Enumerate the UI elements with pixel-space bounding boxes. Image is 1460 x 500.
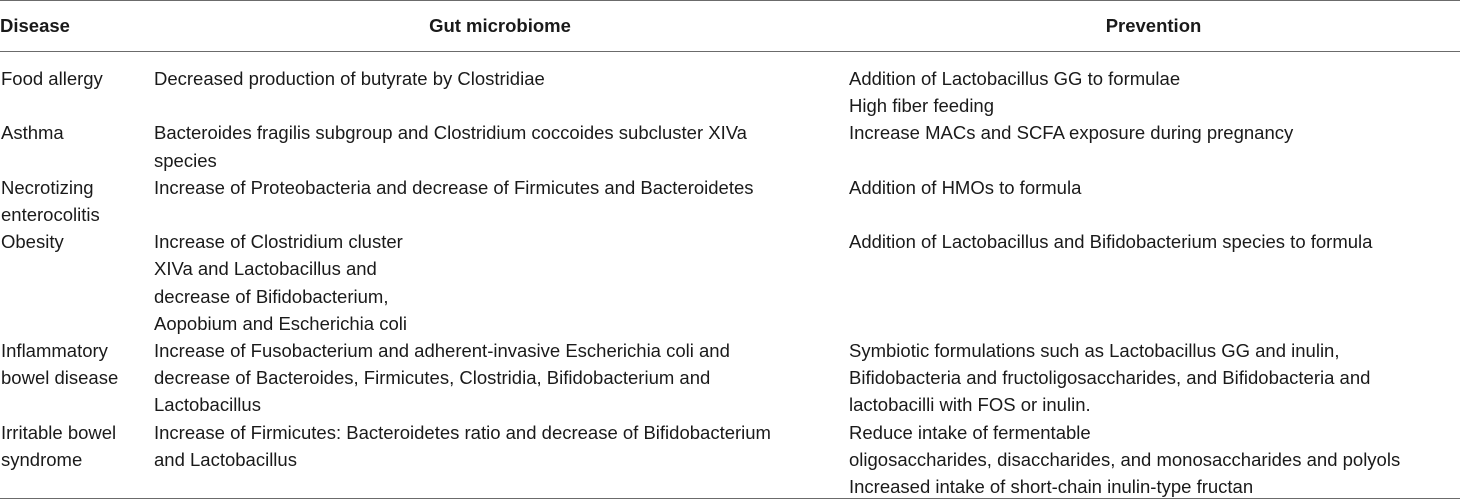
- disease-cell-line: Food allergy: [1, 65, 153, 92]
- microbiome-cell: [153, 119, 847, 173]
- disease-cell: [0, 174, 153, 228]
- table-row: [0, 174, 1460, 228]
- microbiome-cell: [153, 52, 847, 120]
- disease-cell-line: Necrotizing: [1, 174, 153, 201]
- microbiome-cell-line: Lactobacillus: [154, 391, 847, 418]
- microbiome-cell: [153, 228, 847, 337]
- disease-cell-line: enterocolitis: [1, 201, 153, 228]
- microbiome-cell-line: Increase of Clostridium cluster: [154, 228, 847, 255]
- prevention-cell: [847, 52, 1460, 120]
- table-row: [0, 419, 1460, 500]
- microbiome-cell: [153, 419, 847, 500]
- prevention-cell: [847, 228, 1460, 337]
- prevention-cell-line: lactobacilli with FOS or inulin.: [849, 391, 1460, 418]
- microbiome-cell-line: Increase of Proteobacteria and decrease of Firmicutes and Bacteroidetes: [154, 174, 847, 201]
- prevention-cell-line: Addition of Lactobacillus and Bifidobacterium species to formula: [849, 228, 1460, 255]
- prevention-cell: [847, 419, 1460, 500]
- microbiome-cell-line: Decreased production of butyrate by Clostridiae: [154, 65, 847, 92]
- disease-cell-line: Asthma: [1, 119, 153, 146]
- microbiome-cell-line: decrease of Bacteroides, Firmicutes, Clostridia, Bifidobacterium and: [154, 364, 847, 391]
- prevention-cell: [847, 119, 1460, 173]
- table-row: [0, 228, 1460, 337]
- prevention-cell-line: Reduce intake of fermentable: [849, 419, 1460, 446]
- microbiome-cell-line: Aopobium and Escherichia coli: [154, 310, 847, 337]
- prevention-cell-line: High fiber feeding: [849, 92, 1460, 119]
- prevention-cell-line: Bifidobacteria and fructoligosaccharides, and Bifidobacteria and: [849, 364, 1460, 391]
- prevention-cell-line: oligosaccharides, disaccharides, and monosaccharides and polyols: [849, 446, 1460, 473]
- prevention-cell-line: Symbiotic formulations such as Lactobacillus GG and inulin,: [849, 337, 1460, 364]
- prevention-cell-line: Increase MACs and SCFA exposure during pregnancy: [849, 119, 1460, 146]
- prevention-cell-line: Increased intake of short-chain inulin-type fructan: [849, 473, 1460, 500]
- disease-cell-line: Obesity: [1, 228, 153, 255]
- microbiome-cell-line: Bacteroides fragilis subgroup and Clostridium coccoides subcluster XIVa: [154, 119, 847, 146]
- microbiome-cell-line: species: [154, 147, 847, 174]
- microbiome-cell-line: Increase of Firmicutes: Bacteroidetes ratio and decrease of Bifidobacterium: [154, 419, 847, 446]
- table-row: [0, 337, 1460, 419]
- disease-cell-line: Inflammatory: [1, 337, 153, 364]
- disease-cell: [0, 119, 153, 173]
- table-body: [0, 52, 1460, 500]
- microbiome-cell-line: XIVa and Lactobacillus and: [154, 255, 847, 282]
- disease-cell: [0, 419, 153, 500]
- header-prevention: Prevention: [847, 1, 1460, 52]
- table-row: [0, 119, 1460, 173]
- prevention-cell-line: Addition of HMOs to formula: [849, 174, 1460, 201]
- table-row: [0, 52, 1460, 120]
- disease-cell: [0, 52, 153, 120]
- header-row: [0, 1, 1460, 52]
- microbiome-cell-line: decrease of Bifidobacterium,: [154, 283, 847, 310]
- prevention-cell: [847, 174, 1460, 228]
- microbiome-cell: [153, 174, 847, 228]
- header-disease: Disease: [0, 1, 153, 52]
- header-gut-microbiome: Gut microbiome: [153, 1, 847, 52]
- prevention-cell: [847, 337, 1460, 419]
- prevention-cell-line: Addition of Lactobacillus GG to formulae: [849, 65, 1460, 92]
- disease-cell-line: Irritable bowel: [1, 419, 153, 446]
- microbiome-cell: [153, 337, 847, 419]
- disease-cell: [0, 228, 153, 337]
- microbiome-cell-line: and Lactobacillus: [154, 446, 847, 473]
- disease-cell-line: bowel disease: [1, 364, 153, 391]
- table-header: [0, 1, 1460, 52]
- disease-cell: [0, 337, 153, 419]
- disease-cell-line: syndrome: [1, 446, 153, 473]
- microbiome-cell-line: Increase of Fusobacterium and adherent-invasive Escherichia coli and: [154, 337, 847, 364]
